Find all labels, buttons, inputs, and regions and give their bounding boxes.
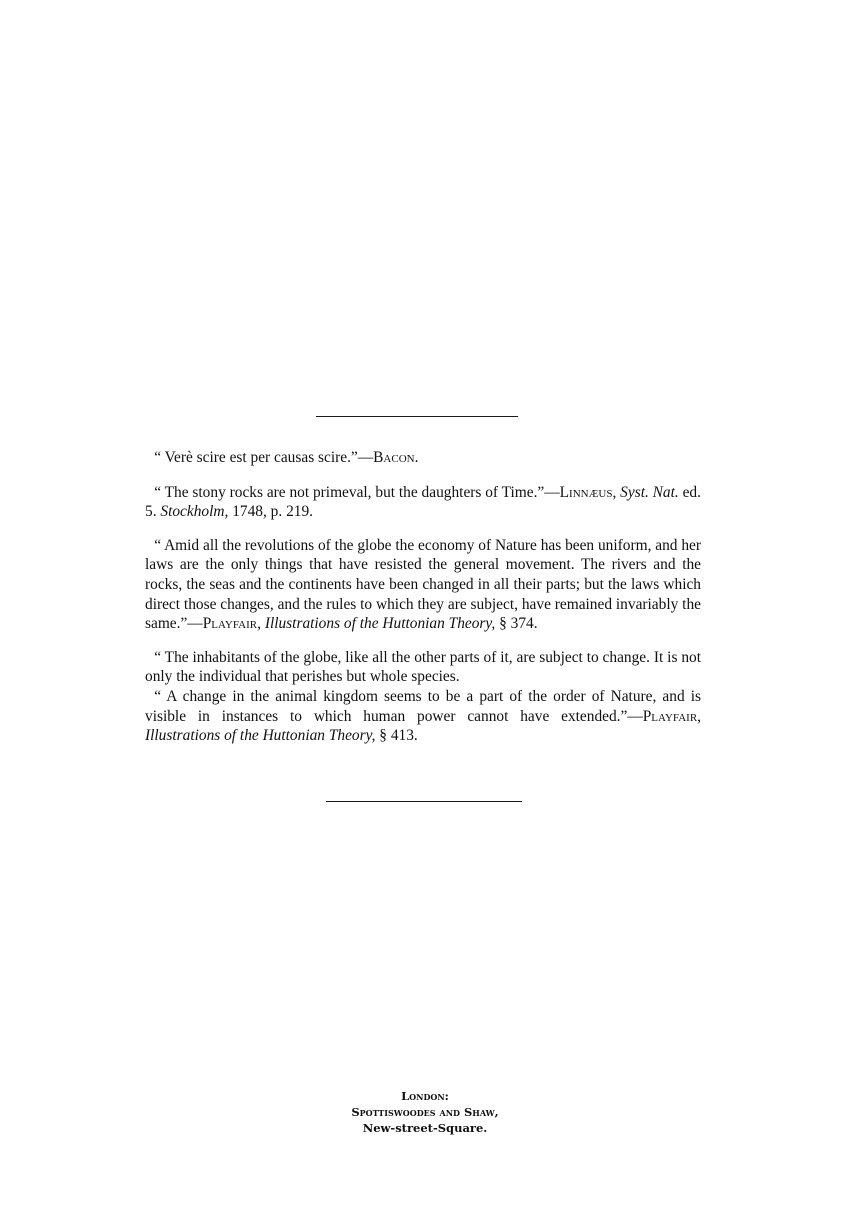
quote-text: “ A change in the animal kingdom seems to be a part of the order of Nature, and is visible in instances to which human power cannot have extended.”—: [145, 687, 701, 725]
quote-playfair-413: [145, 687, 701, 746]
top-rule: [316, 416, 518, 417]
quote-text: “ Verè scire est per causas scire.”—: [154, 449, 374, 466]
epigraph-quotes: [145, 448, 701, 746]
quote-source-edition: ed. 5.: [145, 483, 701, 521]
imprint-city: London:: [401, 1089, 449, 1103]
quote-source: Illustrations of the Huttonian Theory,: [145, 727, 376, 745]
imprint-printer: Spottiswoodes and Shaw,: [351, 1105, 499, 1119]
quote-text: “ The inhabitants of the globe, like all the other parts of it, are subject to change. It is not only the individual that perishes but whole species.: [145, 648, 701, 686]
quote-attribution: Playfair,: [642, 707, 701, 725]
quote-tail: 1748, p. 219.: [228, 503, 314, 521]
bottom-rule: [326, 801, 522, 802]
quote-attribution: Linnæus,: [559, 483, 617, 501]
quote-tail: § 374.: [495, 615, 538, 633]
quote-source: Illustrations of the Huttonian Theory,: [264, 615, 496, 633]
quote-attribution: Bacon.: [373, 449, 419, 466]
quote-place: Stockholm,: [160, 503, 229, 521]
quote-text: “ The stony rocks are not primeval, but the daughters of Time.”—: [154, 483, 560, 501]
quote-linnaeus: [145, 483, 701, 522]
quote-bacon: [145, 448, 701, 468]
printer-imprint: [300, 1088, 550, 1136]
quote-source: Syst. Nat.: [620, 483, 679, 501]
imprint-address: New-street-Square.: [362, 1121, 488, 1135]
quote-text: “ Amid all the revolutions of the globe the economy of Nature has been uniform, and her laws are the only things that have resisted the general movement. The rivers and the rocks, the seas and the continents have been changed in all their parts; but the laws which direct those changes, and the rules to which they are subject, have remained invariably the same.”—: [145, 536, 701, 633]
quote-attribution: Playfair,: [202, 615, 261, 633]
quote-tail: § 413.: [375, 727, 418, 745]
quote-inhabitants: [145, 648, 701, 687]
quote-playfair-374: [145, 536, 701, 634]
